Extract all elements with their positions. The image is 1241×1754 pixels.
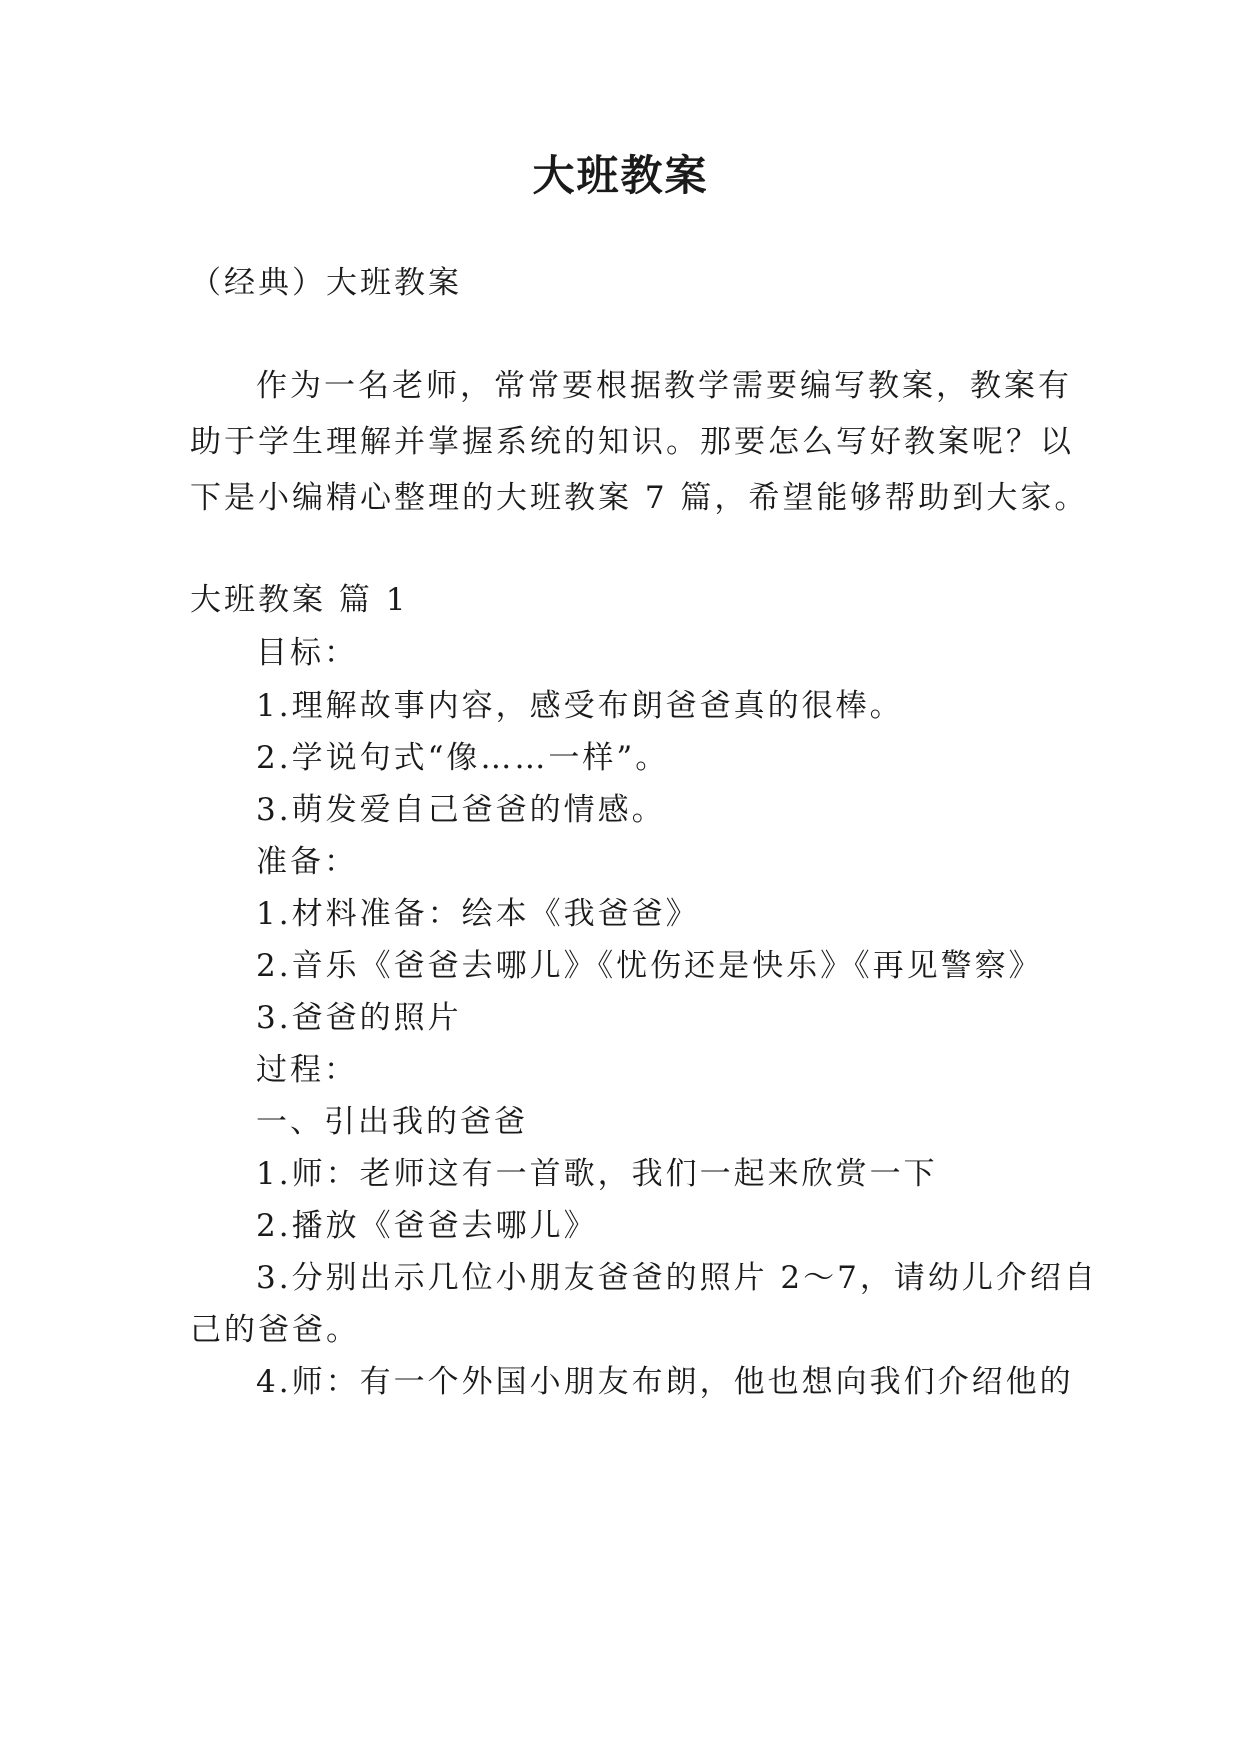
body-line: 3.爸爸的照片 [256,1000,462,1036]
body-line: 2.播放《爸爸去哪儿》 [256,1208,598,1244]
body-line: 1.材料准备：绘本《我爸爸》 [256,896,700,932]
body-line: 3.分别出示几位小朋友爸爸的照片 2～7，请幼儿介绍自 [256,1260,1098,1296]
body-line: 过程： [256,1052,358,1088]
body-line: 4.师：有一个外国小朋友布朗，他也想向我们介绍他的 [256,1364,1074,1400]
body-line: 目标： [256,635,358,671]
body-line: 3.萌发爱自己爸爸的情感。 [256,792,666,828]
document-title: 大班教案 [532,151,709,200]
body-line: 准备： [256,844,358,880]
document-subtitle: （经典）大班教案 [190,265,462,301]
section-heading: 大班教案 篇 1 [190,582,409,618]
intro-line: 作为一名老师，常常要根据教学需要编写教案，教案有 [256,368,1072,404]
intro-line: 助于学生理解并掌握系统的知识。那要怎么写好教案呢？以 [190,424,1074,460]
body-line: 1.师：老师这有一首歌，我们一起来欣赏一下 [256,1156,938,1192]
body-line: 1.理解故事内容，感受布朗爸爸真的很棒。 [256,688,904,724]
body-line: 己的爸爸。 [190,1312,360,1348]
intro-line: 下是小编精心整理的大班教案 7 篇，希望能够帮助到大家。 [190,480,1089,516]
body-line: 一、引出我的爸爸 [256,1104,528,1140]
body-line: 2.音乐《爸爸去哪儿》《忧伤还是快乐》《再见警察》 [256,948,1043,984]
body-line: 2.学说句式“像……一样”。 [256,740,670,776]
